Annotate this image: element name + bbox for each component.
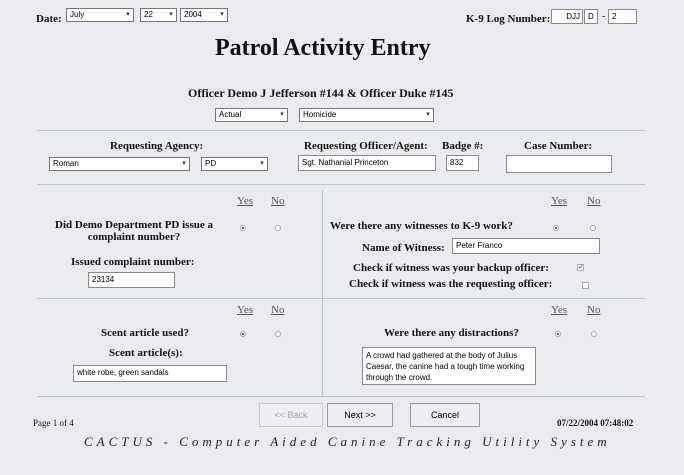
page-title: Patrol Activity Entry	[215, 35, 431, 61]
next-button[interactable]: Next >>	[327, 403, 393, 427]
issued-complaint-label: Issued complaint number:	[71, 256, 195, 268]
agency-type-select[interactable]	[201, 157, 268, 171]
incident-type-value: Homicide	[303, 110, 337, 119]
distractions-question: Were there any distractions?	[384, 327, 519, 339]
back-button[interactable]: << Back	[259, 403, 323, 427]
witness-yes-radio[interactable]	[553, 225, 559, 231]
no-header: No	[271, 195, 285, 207]
case-number-label: Case Number:	[524, 140, 593, 152]
scent-yes-radio[interactable]	[240, 331, 246, 337]
witness-no-radio[interactable]	[590, 225, 596, 231]
agency-value: Roman	[53, 159, 79, 168]
complaint-no-radio[interactable]	[275, 225, 281, 231]
chevron-down-icon: ▾	[280, 111, 284, 118]
requesting-officer-checkbox[interactable]	[582, 282, 589, 289]
log-prefix-field[interactable]	[551, 9, 583, 24]
chevron-down-icon: ▾	[426, 111, 430, 118]
log-number-field[interactable]: 2	[608, 9, 637, 24]
page-indicator: Page 1 of 4	[33, 418, 74, 428]
yes-header: Yes	[237, 304, 254, 316]
year-value: 2004	[184, 10, 202, 19]
complaint-question: Did Demo Department PD issue a complaint number?	[55, 219, 213, 243]
chevron-down-icon: ▾	[182, 160, 186, 167]
scent-articles-label: Scent article(s):	[109, 347, 183, 359]
section-divider	[322, 300, 323, 396]
agency-type-value: PD	[205, 159, 217, 168]
backup-officer-checkbox[interactable]	[577, 264, 584, 271]
scent-question: Scent article used?	[101, 327, 189, 339]
divider	[37, 396, 645, 397]
yes-header: Yes	[551, 304, 568, 316]
requesting-officer-label: Requesting Officer/Agent:	[304, 140, 428, 152]
distractions-no-radio[interactable]	[591, 331, 597, 337]
incident-type-select[interactable]	[299, 108, 434, 122]
cancel-button[interactable]: Cancel	[410, 403, 480, 427]
witness-name-field[interactable]: Peter Franco	[452, 238, 600, 254]
witness-question: Were there any witnesses to K-9 work?	[330, 220, 513, 232]
divider	[37, 298, 645, 299]
agency-select[interactable]	[49, 157, 190, 171]
officers-line: Officer Demo J Jefferson #144 & Officer Duke #145	[188, 86, 454, 100]
app-footer: CACTUS - Computer Aided Canine Tracking Utility System	[84, 434, 611, 449]
witness-name-label: Name of Witness:	[362, 242, 445, 254]
divider	[37, 130, 645, 131]
timestamp: 07/22/2004 07:48:02	[557, 418, 634, 428]
month-value: July	[70, 10, 85, 19]
distractions-textarea[interactable]: A crowd had gathered at the body of Julius Caesar, the canine had a tough time working through the crowd.	[362, 347, 536, 385]
backup-officer-label: Check if witness was your backup officer:	[353, 262, 549, 274]
log-number-label: K-9 Log Number:	[466, 13, 551, 25]
activity-type-value: Actual	[219, 110, 242, 119]
case-number-field[interactable]	[506, 155, 612, 173]
issued-complaint-field[interactable]: 23134	[88, 272, 175, 288]
requesting-officer-field[interactable]: Sgt. Nathanial Princeton	[298, 155, 436, 171]
chevron-down-icon: ▾	[126, 11, 130, 18]
check-icon: ✓	[578, 263, 584, 271]
yes-header: Yes	[551, 195, 568, 207]
activity-type-select[interactable]	[215, 108, 288, 122]
divider	[37, 184, 645, 185]
scent-articles-field[interactable]: white robe, green sandals	[73, 365, 227, 382]
chevron-down-icon: ▾	[169, 11, 173, 18]
day-value: 22	[144, 10, 153, 19]
distractions-yes-radio[interactable]	[555, 331, 561, 337]
scent-no-radio[interactable]	[275, 331, 281, 337]
no-header: No	[587, 304, 601, 316]
month-select[interactable]	[66, 8, 134, 22]
requesting-agency-label: Requesting Agency:	[110, 140, 204, 152]
section-divider	[322, 190, 323, 300]
chevron-down-icon: ▾	[220, 11, 224, 18]
no-header: No	[271, 304, 285, 316]
date-label: Date:	[36, 13, 62, 25]
log-prefix-value: DJJ	[566, 12, 580, 21]
no-header: No	[587, 195, 601, 207]
complaint-yes-radio[interactable]	[240, 225, 246, 231]
day-select[interactable]	[140, 8, 177, 22]
log-letter-field[interactable]: D	[584, 9, 598, 24]
year-select[interactable]	[180, 8, 228, 22]
badge-label: Badge #:	[442, 140, 484, 152]
requesting-officer-witness-label: Check if witness was the requesting officer:	[349, 278, 553, 290]
log-dash: -	[602, 11, 606, 22]
yes-header: Yes	[237, 195, 254, 207]
chevron-down-icon: ▾	[260, 160, 264, 167]
badge-field[interactable]: 832	[446, 155, 479, 171]
